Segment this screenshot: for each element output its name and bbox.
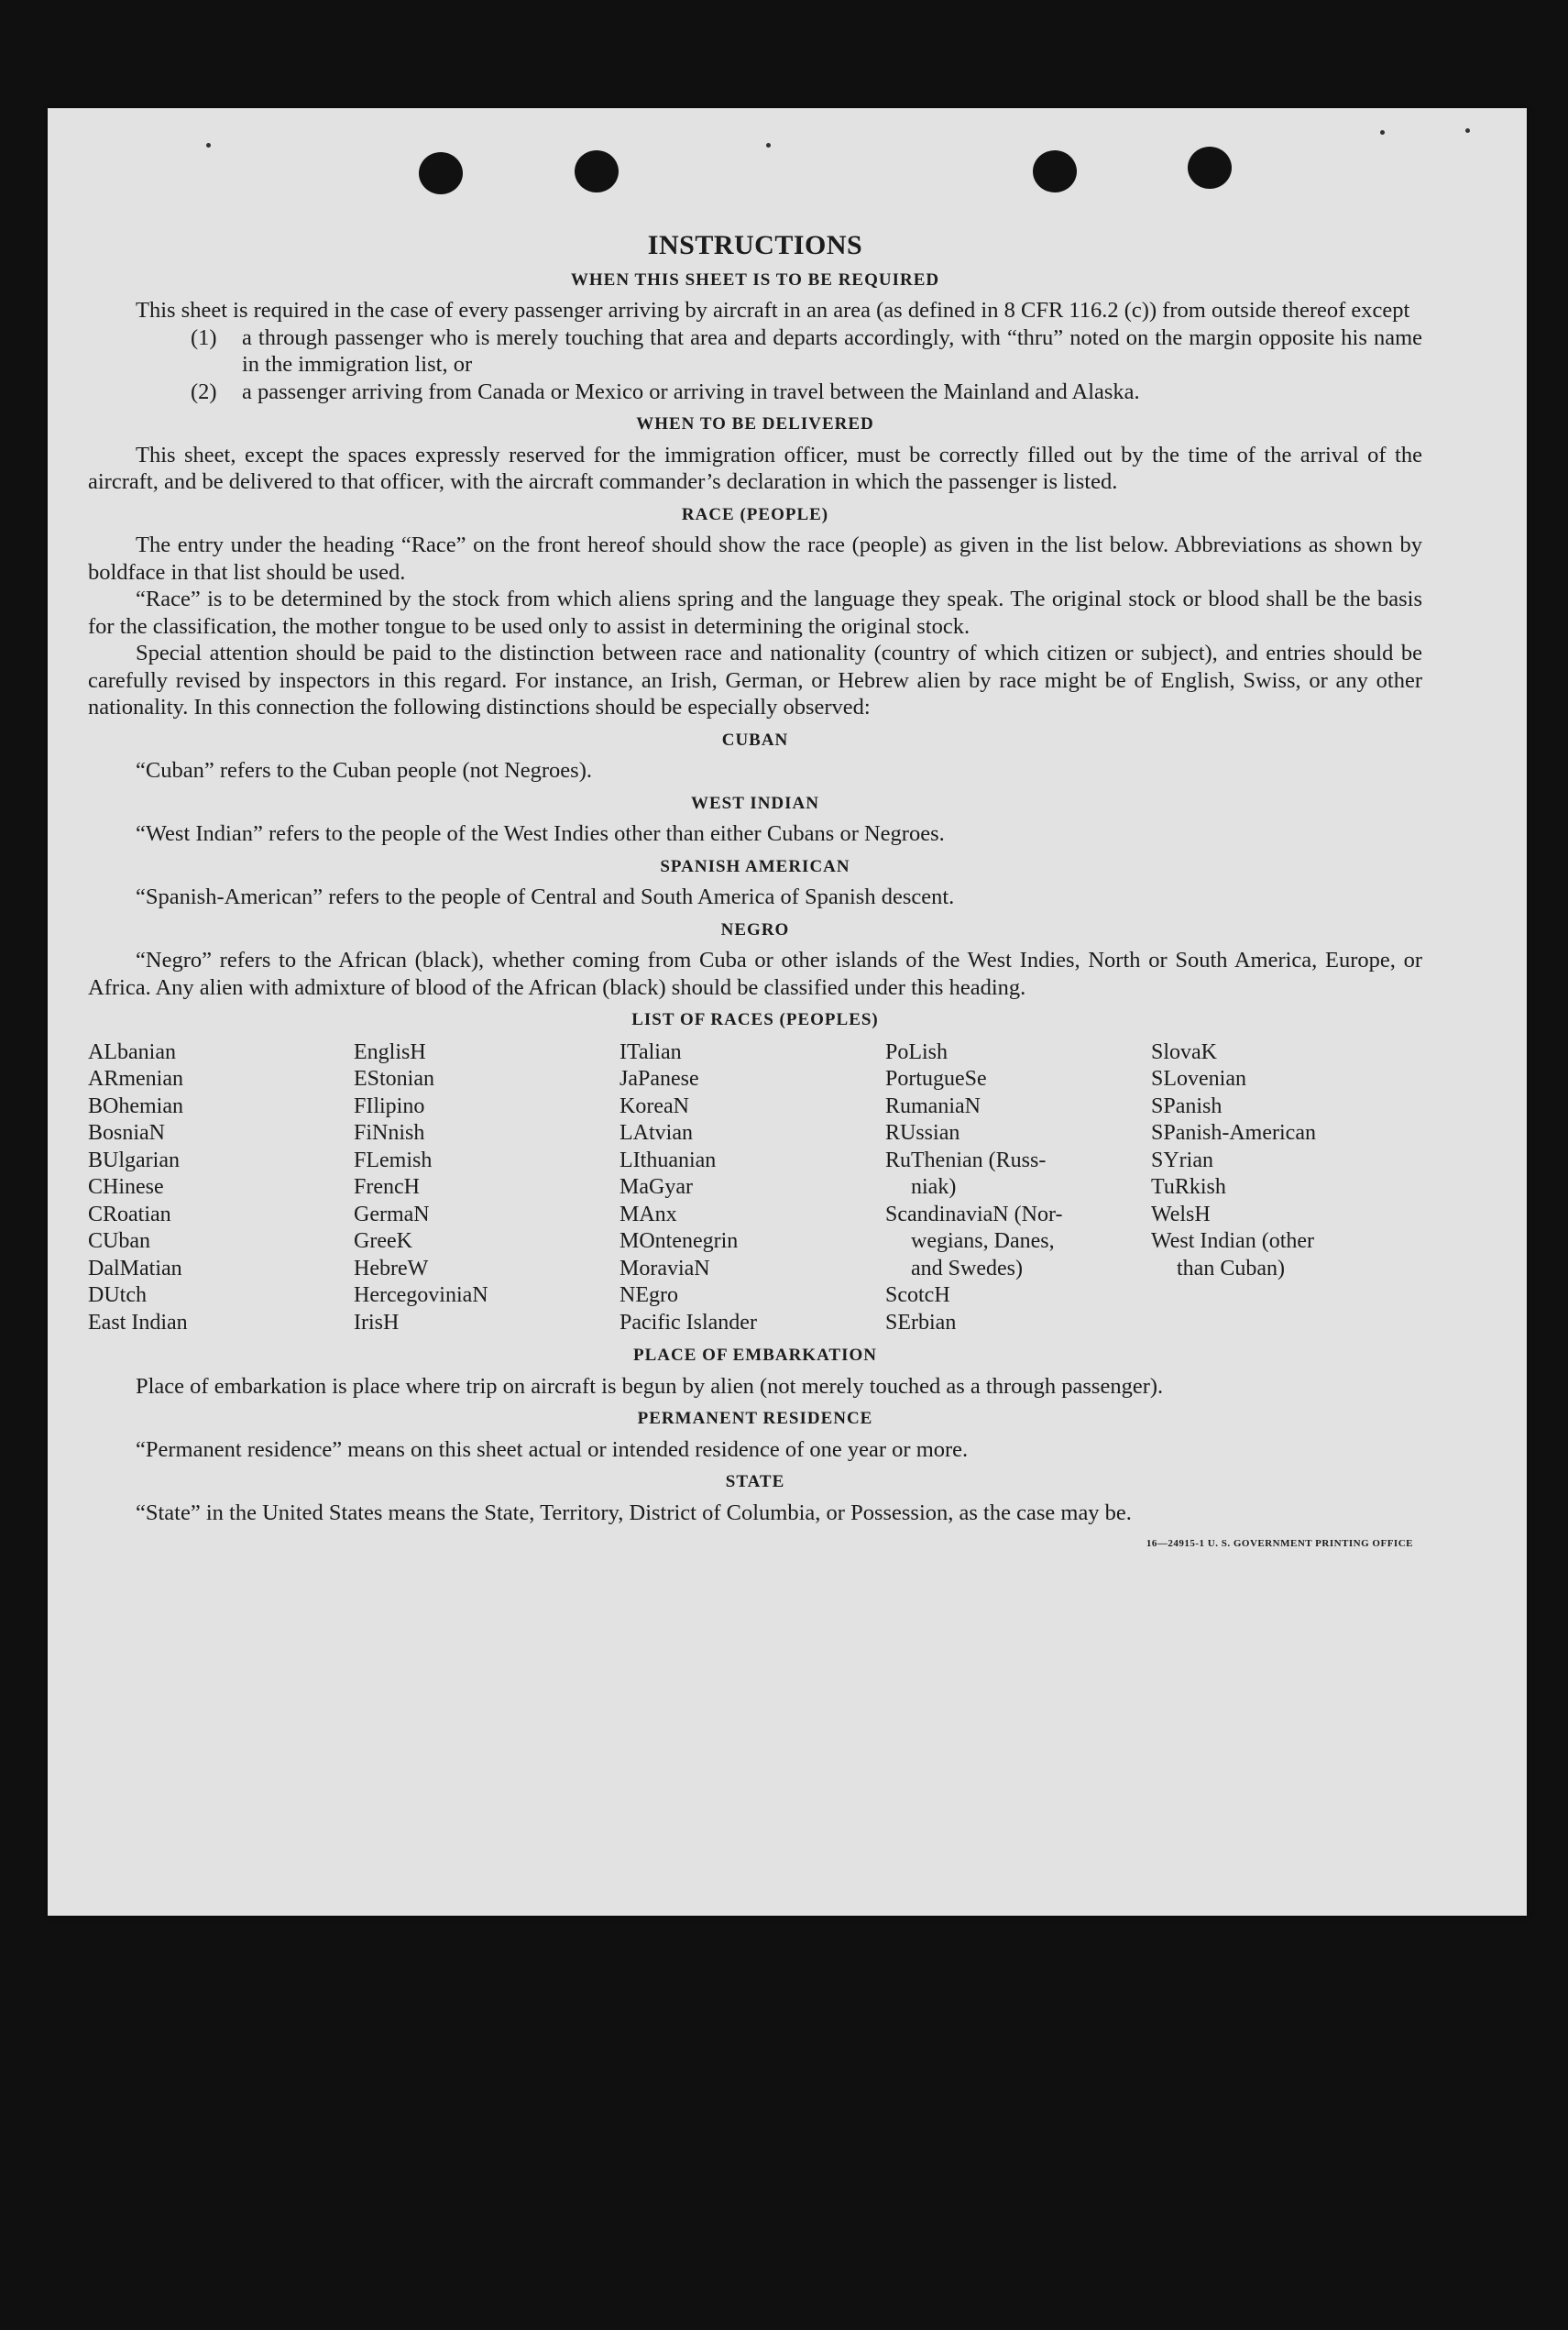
exception-text: a through passenger who is merely touching that area and departs accordingly, with “thru” noted on the margin opposite his name in the immigration list, or — [242, 324, 1422, 377]
race-entry: Pacific Islander — [620, 1310, 757, 1335]
race-entry: SErbian — [885, 1310, 957, 1335]
race-entry: LAtvian — [620, 1121, 693, 1145]
exception-number: (2) — [191, 379, 217, 404]
race-entry-continuation: niak) — [911, 1175, 957, 1199]
race-entry: FiNnish — [354, 1121, 425, 1145]
punch-hole — [1033, 150, 1077, 192]
race-entry: DalMatian — [88, 1256, 182, 1280]
race-paragraph-3: Special attention should be paid to the distinction between race and nationality (country of which citizen or subject), and entries should be carefully revised by inspectors in this regard. For instance, an Irish, German, or Hebrew alien by race might be of English, Swiss, or any other nationality. In this connection the following distinctions should be especially observed: — [88, 641, 1422, 720]
race-entry: SLovenian — [1151, 1067, 1246, 1091]
race-entry: HebreW — [354, 1256, 429, 1280]
race-entry: IrisH — [354, 1310, 400, 1335]
print-code: 16—24915-1 U. S. GOVERNMENT PRINTING OFFICE — [1146, 1538, 1413, 1549]
instructions-body — [88, 232, 1422, 1558]
race-entry: CRoatian — [88, 1202, 171, 1226]
speck — [206, 143, 211, 148]
race-entry: ARmenian — [88, 1067, 183, 1091]
race-entry: PoLish — [885, 1039, 948, 1064]
spanish-american-text: “Spanish-American” refers to the people of Central and South America of Spanish descent. — [136, 885, 955, 909]
race-entry-continuation: wegians, Danes, — [911, 1229, 1055, 1253]
state-footer-row — [88, 1500, 1422, 1527]
section-heading-spanish-american: SPANISH AMERICAN — [660, 856, 850, 876]
section-heading-negro: NEGRO — [720, 919, 790, 940]
race-paragraph-2: “Race” is to be determined by the stock from which aliens spring and the language they speak. The original stock or blood shall be the basis for the classification, the mother tongue to be used only to assist in determining the original stock. — [88, 587, 1422, 639]
exception-item — [191, 324, 1422, 379]
race-entry: SYrian — [1151, 1148, 1213, 1172]
page-title: INSTRUCTIONS — [647, 230, 863, 260]
section-heading-delivered: WHEN TO BE DELIVERED — [636, 414, 874, 434]
race-entry: EnglisH — [354, 1039, 426, 1064]
race-entry: NEgro — [620, 1283, 678, 1307]
punch-hole — [1188, 147, 1232, 189]
race-entry: DUtch — [88, 1283, 147, 1307]
section-heading-west-indian: WEST INDIAN — [691, 793, 819, 813]
race-entry-continuation: than Cuban) — [1177, 1256, 1285, 1280]
race-paragraph-1: The entry under the heading “Race” on the front hereof should show the race (people) as given in the list below. Abbreviations as shown by boldface in that list should be used. — [88, 533, 1422, 585]
race-entry: ITalian — [620, 1039, 682, 1064]
punch-hole — [419, 152, 463, 194]
print-code-row — [88, 1526, 1422, 1558]
race-entry: TuRkish — [1151, 1175, 1226, 1199]
race-entry: RumaniaN — [885, 1094, 981, 1118]
race-entry: HercegoviniaN — [354, 1283, 488, 1307]
races-column — [1151, 1039, 1426, 1337]
race-entry: SlovaK — [1151, 1039, 1217, 1064]
exception-number: (1) — [191, 324, 217, 350]
race-entry: GermaN — [354, 1202, 430, 1226]
required-intro: This sheet is required in the case of every passenger arriving by aircraft in an area (as defined in 8 CFR 116.2 (c)) from outside thereof except — [136, 298, 1410, 323]
races-column — [88, 1039, 354, 1337]
races-list — [88, 1039, 1422, 1337]
punch-hole — [575, 150, 619, 192]
race-entry-continuation: and Swedes) — [911, 1256, 1023, 1280]
race-entry: FLemish — [354, 1148, 433, 1172]
race-entry: RUssian — [885, 1121, 960, 1145]
section-heading-required: WHEN THIS SHEET IS TO BE REQUIRED — [570, 269, 940, 290]
race-entry: JaPanese — [620, 1067, 699, 1091]
speck — [766, 143, 771, 148]
exception-item — [191, 379, 1422, 406]
races-column — [620, 1039, 885, 1337]
section-heading-races-list: LIST OF RACES (PEOPLES) — [631, 1010, 879, 1029]
race-entry: WelsH — [1151, 1202, 1211, 1226]
race-entry: East Indian — [88, 1310, 188, 1335]
races-column — [354, 1039, 620, 1337]
race-entry: ALbanian — [88, 1039, 176, 1064]
race-entry: BosniaN — [88, 1121, 165, 1145]
race-entry: GreeK — [354, 1229, 412, 1253]
delivered-text: This sheet, except the spaces expressly reserved for the immigration officer, must be correctly filled out by the time of the arrival of the aircraft, and be delivered to that officer, with the aircraft commander’s declaration in which the passenger is listed. — [88, 442, 1422, 494]
race-entry: EStonian — [354, 1067, 434, 1091]
races-column — [885, 1039, 1151, 1337]
race-entry: LIthuanian — [620, 1148, 717, 1172]
speck — [1465, 128, 1470, 133]
race-entry: FrencH — [354, 1175, 420, 1199]
section-heading-state: STATE — [725, 1472, 785, 1491]
speck — [1380, 130, 1385, 135]
race-entry: SPanish — [1151, 1094, 1223, 1118]
race-entry: MaGyar — [620, 1175, 693, 1199]
race-entry: ScotcH — [885, 1283, 950, 1307]
race-entry: MoraviaN — [620, 1256, 710, 1280]
section-heading-race: RACE (PEOPLE) — [681, 504, 829, 524]
exception-text: a passenger arriving from Canada or Mexico or arriving in travel between the Mainland and Alaska. — [242, 379, 1140, 404]
section-heading-embarkation: PLACE OF EMBARKATION — [633, 1346, 877, 1365]
race-entry: PortugueSe — [885, 1067, 987, 1091]
cuban-text: “Cuban” refers to the Cuban people (not Negroes). — [136, 758, 592, 783]
race-entry: MAnx — [620, 1202, 677, 1226]
state-text: “State” in the United States means the State, Territory, District of Columbia, or Possession, as the case may be. — [136, 1500, 1132, 1525]
race-entry: CHinese — [88, 1175, 164, 1199]
race-entry: West Indian (other — [1151, 1229, 1315, 1253]
negro-text: “Negro” refers to the African (black), whether coming from Cuba or other islands of the West Indies, North or South America, Europe, or Africa. Any alien with admixture of blood of the African (black) should be classified under this heading. — [88, 948, 1422, 1000]
race-entry: KoreaN — [620, 1094, 689, 1118]
race-entry: SPanish-American — [1151, 1121, 1316, 1145]
section-heading-cuban: CUBAN — [721, 730, 789, 750]
race-entry: ScandinaviaN (Nor- — [885, 1202, 1063, 1226]
race-entry: CUban — [88, 1229, 150, 1253]
embarkation-text: Place of embarkation is place where trip on aircraft is begun by alien (not merely touched as a through passenger). — [136, 1373, 1164, 1399]
race-entry: FIlipino — [354, 1094, 425, 1118]
race-entry: RuThenian (Russ- — [885, 1148, 1047, 1172]
residence-text: “Permanent residence” means on this sheet actual or intended residence of one year or more. — [136, 1436, 969, 1462]
race-entry: BOhemian — [88, 1094, 183, 1118]
instruction-sheet — [48, 108, 1527, 1916]
race-entry: MOntenegrin — [620, 1229, 739, 1253]
section-heading-residence: PERMANENT RESIDENCE — [637, 1409, 873, 1428]
west-indian-text: “West Indian” refers to the people of the West Indies other than either Cubans or Negroes. — [136, 821, 945, 846]
race-entry: BUlgarian — [88, 1148, 180, 1172]
